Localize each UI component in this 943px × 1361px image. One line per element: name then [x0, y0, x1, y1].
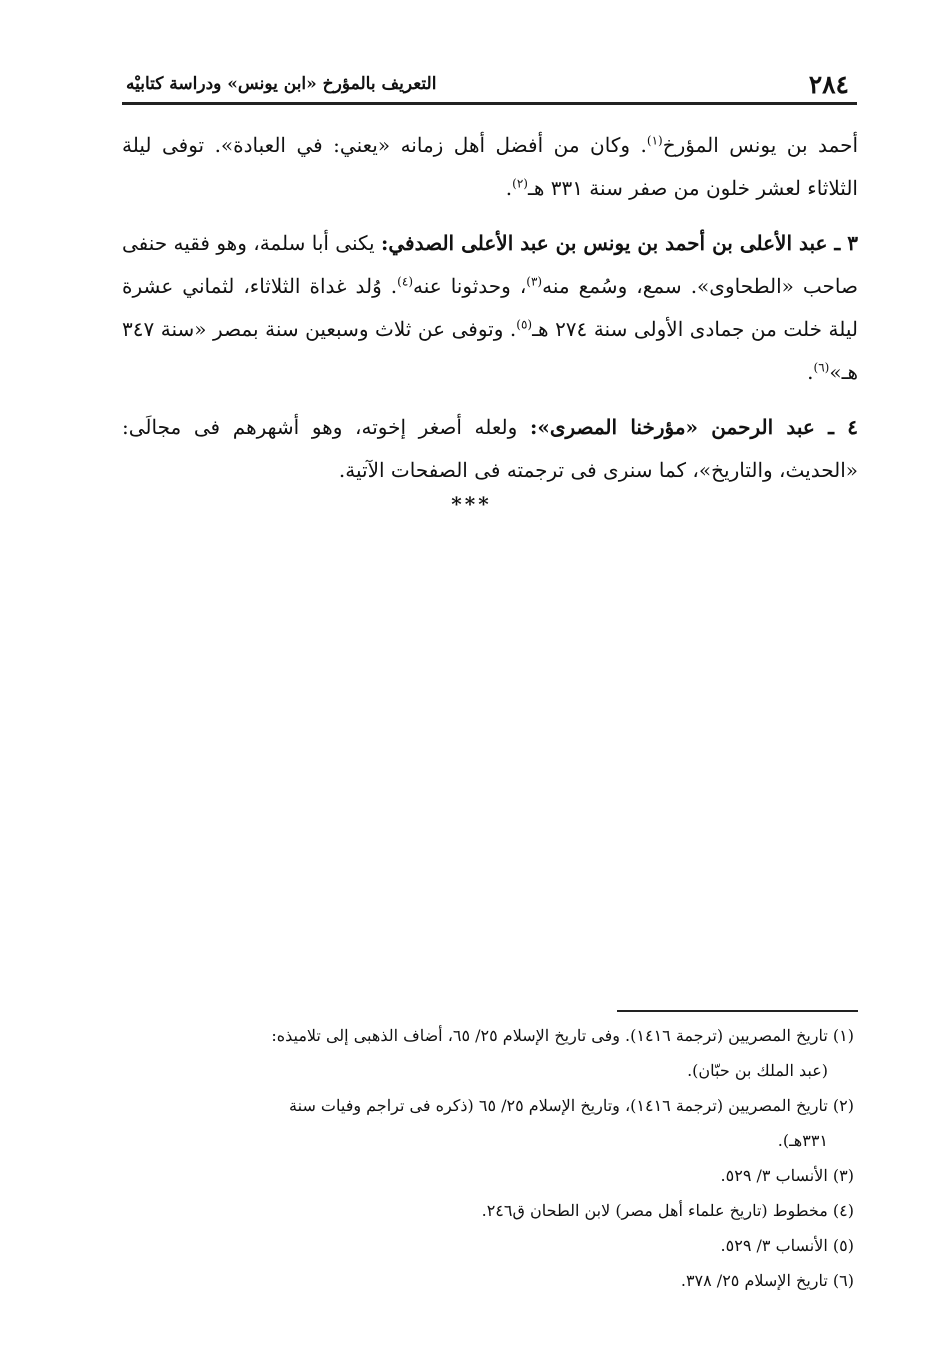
- footnote-ref-2: (٢): [512, 176, 528, 191]
- footnote-1: [122, 1018, 858, 1088]
- footnote-ref-1: (١): [646, 133, 663, 148]
- page-header: [122, 62, 857, 105]
- footnote-rule: [617, 1010, 858, 1012]
- intro-paragraph: [122, 124, 858, 210]
- footnote-5: [122, 1228, 858, 1263]
- footnote-ref-4: (٤): [397, 274, 413, 289]
- entry-4-paragraph: [122, 406, 858, 492]
- main-text: [122, 124, 858, 492]
- footnote-ref-6: (٦): [813, 360, 830, 375]
- entry-3-text: . وُلد غداة الثلاثاء، لثماني عشرة ليلة خلت من جمادى الأولى سنة ٢٧٤ هـ: [122, 274, 859, 341]
- footnote-3: [122, 1158, 858, 1193]
- footnote-6: [122, 1263, 858, 1298]
- entry-4-text: ولعله أصغر إخوته، وهو أشهرهم فى مجالَى: «الحديث، والتاريخ»، كما سنرى فى ترجمته فى الصفحات الآتية.: [122, 415, 858, 482]
- footnote-2: [122, 1088, 858, 1158]
- intro-text: .: [505, 176, 513, 200]
- entry-3-paragraph: [122, 222, 858, 394]
- entry-3-text: . وتوفى عن ثلاث وسبعين سنة بمصر «سنة ٣٤٧ هـ»: [122, 317, 858, 384]
- footnote-text: (٣) الأنساب ٣/ ٥٢٩.: [720, 1166, 854, 1185]
- footnote-text: (٤) مخطوط (تاريخ علماء أهل مصر) لابن الطحان ق٢٤٦.: [481, 1201, 854, 1220]
- footnote-continuation: (عبد الملك بن حبّان).: [687, 1061, 828, 1080]
- page-number: ٢٨٤: [808, 70, 849, 99]
- section-separator: ***: [451, 492, 492, 516]
- footnote-4: [122, 1193, 858, 1228]
- footnote-text: (٢) تاريخ المصريين (ترجمة ١٤١٦)، وتاريخ الإسلام ٢٥/ ٦٥ (ذكره فى تراجم وفيات سنة: [289, 1096, 854, 1115]
- footnote-text: (٦) تاريخ الإسلام ٢٥/ ٣٧٨.: [680, 1271, 854, 1290]
- intro-text: . وكان من أفضل أهل زمانه «يعني: في العبادة». توفى ليلة: [122, 133, 647, 157]
- entry-3-text: ، وحدثونا عنه: [413, 274, 527, 298]
- intro-text: الثلاثاء لعشر خلون من صفر سنة ٣٣١ هـ: [527, 176, 858, 200]
- footnote-ref-5: (٥): [516, 317, 533, 332]
- entry-3-title: ٣ ـ عبد الأعلى بن أحمد بن يونس بن عبد الأعلى الصدفي:: [381, 231, 858, 255]
- running-title: التعريف بالمؤرخ «ابن يونس» ودراسة كتابيْه: [126, 74, 437, 94]
- entry-3-text: يكنى أبا سلمة، وهو فقيه حنفى صاحب «الطحاوى». سمع، وسُمع منه: [122, 231, 858, 298]
- footnote-text: (٥) الأنساب ٣/ ٥٢٩.: [720, 1236, 854, 1255]
- intro-text: أحمد بن يونس المؤرخ: [662, 133, 859, 157]
- entry-3-text: .: [807, 360, 814, 384]
- footnote-text: (١) تاريخ المصريين (ترجمة ١٤١٦). وفى تاريخ الإسلام ٢٥/ ٦٥، أضاف الذهبى إلى تلاميذه:: [271, 1026, 854, 1045]
- footnote-ref-3: (٣): [526, 274, 543, 289]
- footnote-continuation: ٣٣١هـ).: [777, 1131, 828, 1150]
- footnotes: [122, 1018, 858, 1298]
- entry-4-title: ٤ ـ عبد الرحمن «مؤرخنا المصرى»:: [529, 415, 858, 439]
